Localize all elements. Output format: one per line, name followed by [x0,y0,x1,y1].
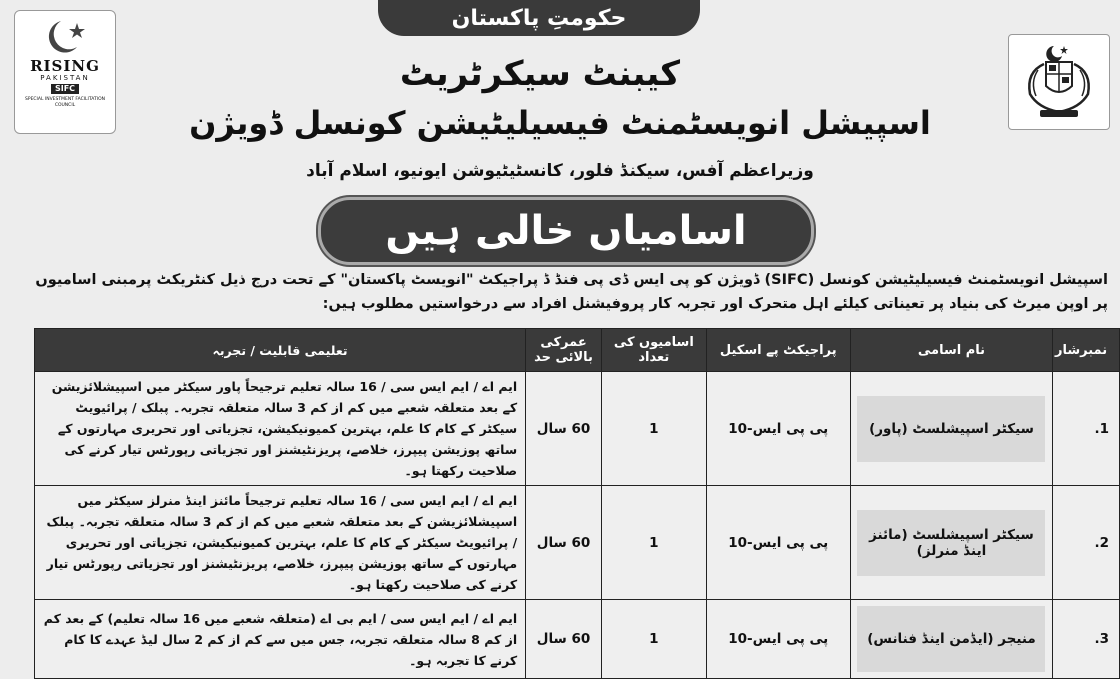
header-qualification: تعلیمی قابلیت / تجربہ [35,329,526,372]
cell-pay-scale: پی پی ایس-10 [706,372,850,486]
vacancies-table [34,328,1120,679]
vacancies-banner: اسامیاں خالی ہیں [318,197,814,265]
title-cabinet-secretariat: کیبنٹ سیکرٹریٹ [399,54,681,94]
logo-text-council: SPECIAL INVESTMENT FACILITATION COUNCIL [25,97,105,108]
cell-qualification: ایم اے / ایم ایس سی / 16 سالہ تعلیم ترجیحاً مائنز اینڈ منرلز سیکٹر میں اسپیشلائزیشن کے بعد متعلقہ شعبے میں کم از کم 3 سالہ متعلقہ تجربہ۔ پبلک / پرائیویٹ سیکٹر کے کام کا علم، بہترین کمیونیکیشن، تجزیاتی اور تحریری مہارتوں کے ساتھ پوزیشن پیپرز، خلاصے، پریزنٹیشنز اور تجزیاتی رپورٹس تیار کرنے کی صلاحیت رکھتا ہو۔ [35,486,526,600]
post-name-box: منیجر (ایڈمن اینڈ فنانس) [857,606,1045,672]
state-emblem-icon [1016,42,1102,122]
header-post-count: اسامیوں کی تعداد [601,329,706,372]
cell-qualification: ایم اے / ایم ایس سی / ایم بی اے (متعلقہ شعبے میں 16 سالہ تعلیم) کے بعد کم از کم 8 سالہ متعلقہ تجربہ، جس میں سے کم از کم 2 سال لیڈ عہدے کا کام کرنے کا تجربہ ہو۔ [35,600,526,679]
post-name-box: سیکٹر اسپیشلسٹ (مائنز اینڈ منرلز) [857,510,1045,576]
header-pay-scale: پراجیکٹ پے اسکیل [706,329,850,372]
header-age-limit: عمرکی بالائی حد [526,329,602,372]
table-row [35,372,1120,486]
government-banner: حکومتِ پاکستان [378,0,700,36]
cell-post-count: 1 [601,486,706,600]
post-name-box: سیکٹر اسپیشلسٹ (پاور) [857,396,1045,462]
logo-text-sifc: SIFC [51,84,79,94]
title-sifc-division: اسپیشل انویسٹمنٹ فیسیلیٹیشن کونسل ڈویژن [189,104,931,142]
intro-paragraph: اسپیشل انویسٹمنٹ فیسیلیٹیشن کونسل (SIFC) ڈویژن کو پی ایس ڈی پی فنڈ ڈ پراجیکٹ "انویسٹ پاکستان" کے تحت درج ذیل کنٹریکٹ پرمبنی اسامیوں پر اوپن میرٹ کی بنیاد پر تعیناتی کیلئے اہل متحرک اور تجربہ کار پروفیشنل افراد سے درخواستیں مطلوب ہیں: [35,272,1108,312]
header-serial: نمبرشار [1053,329,1120,372]
table-row [35,486,1120,600]
table-row [35,600,1120,679]
cell-post-name [850,486,1052,600]
cell-age-limit: 60 سال [526,486,602,600]
cell-pay-scale: پی پی ایس-10 [706,486,850,600]
crescent-star-icon [39,17,91,57]
cell-serial: 2. [1053,486,1120,600]
office-address: وزیراعظم آفس، سیکنڈ فلور، کانسٹیٹیوشن ایونیو، اسلام آباد [306,161,814,181]
header-post-name: نام اسامی [850,329,1052,372]
cell-post-name [850,372,1052,486]
cell-age-limit: 60 سال [526,600,602,679]
logo-text-pakistan: PAKISTAN [40,74,90,82]
cell-post-count: 1 [601,372,706,486]
cell-post-count: 1 [601,600,706,679]
cell-serial: 1. [1053,372,1120,486]
state-emblem [1008,34,1110,130]
sifc-logo [14,10,116,134]
cell-age-limit: 60 سال [526,372,602,486]
logo-text-rising: RISING [30,57,100,75]
table-header-row [35,329,1120,372]
cell-post-name [850,600,1052,679]
cell-pay-scale: پی پی ایس-10 [706,600,850,679]
cell-serial: 3. [1053,600,1120,679]
cell-qualification: ایم اے / ایم ایس سی / 16 سالہ تعلیم ترجیحاً پاور سیکٹر میں اسپیشلائزیشن کے بعد متعلقہ شعبے میں کم از کم 3 سالہ متعلقہ تجربہ۔ پبلک / پرائیویٹ سیکٹر کے کام کا علم، بہترین کمیونیکیشن، تجزیاتی اور تحریری مہارتوں کے ساتھ پوزیشن پیپرز، خلاصے، پریزنٹیشنز اور تجزیاتی رپورٹس تیار کرنے کی صلاحیت رکھتا ہو۔ [35,372,526,486]
